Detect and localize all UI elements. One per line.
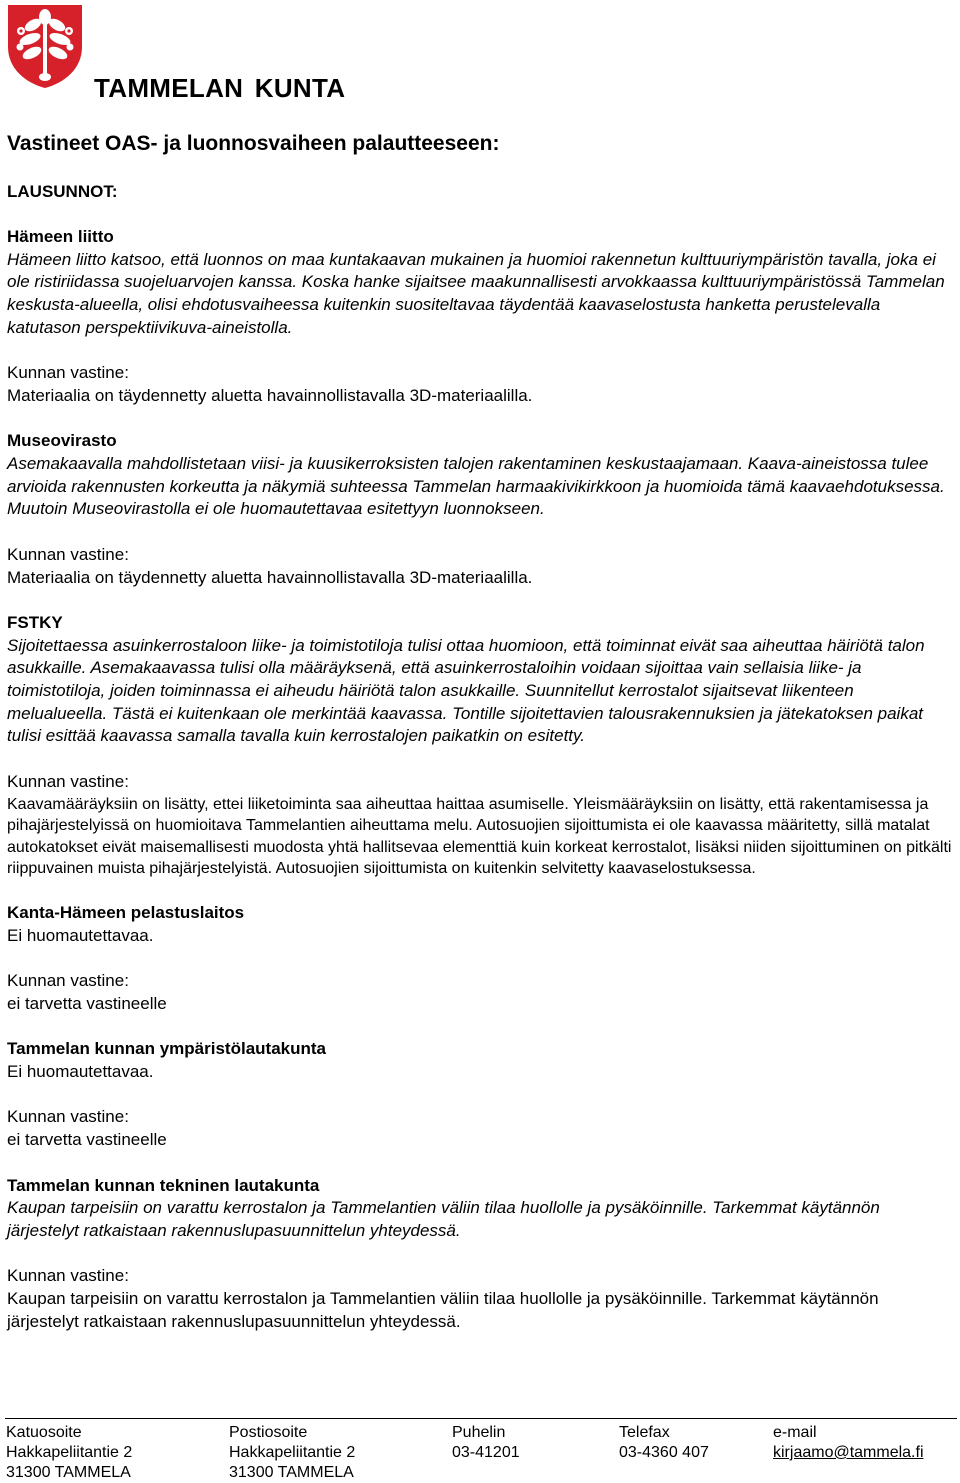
response-label: Kunnan vastine: <box>7 1107 129 1127</box>
response-label: Kunnan vastine: <box>7 971 129 991</box>
footer-value: 31300 TAMMELA <box>229 1464 354 1481</box>
footer-value: Hakkapeliitantie 2 <box>6 1444 133 1461</box>
organization-name: Kanta-Hämeen pelastuslaitos <box>7 903 245 923</box>
response-label: Kunnan vastine: <box>7 771 129 791</box>
statement-text: Kaupan tarpeisiin on varattu kerrostalon ja Tammelantien väliin tilaa huollolle ja pysäköinnille. Tarkemmat käytännön järjestelyt ratkaistaan rakennuslupasuunnittelun yhteydessä. <box>7 1198 880 1240</box>
statement-text: Ei huomautettavaa. <box>7 925 154 945</box>
section-heading: LAUSUNNOT: <box>7 182 118 201</box>
response-text: Kaupan tarpeisiin on varattu kerrostalon ja Tammelantien väliin tilaa huollolle ja pysäköinnille. Tarkemmat käytännön järjestelyt ratkaistaan rakennuslupasuunnittelun yhteydessä. <box>7 1289 879 1331</box>
statement-item <box>7 430 955 589</box>
statement-text: Asemakaavalla mahdollistetaan viisi- ja kuusikerroksisten talojen rakentaminen keskustaajamaan. Kaava-aineistossa tulee arvioida rakennusten korkeutta ja näkymiä suhteessa Tammelan harmaakivikirkkoon ja huomioida tämä kaavaehdotuksessa. Muutoin Museovirastolla ei ole huomautettavaa esitettyyn luonnokseen. <box>7 454 945 519</box>
response-text: Materiaalia on täydennetty aluetta havainnollistavalla 3D-materiaalilla. <box>7 385 533 405</box>
footer-value: Hakkapeliitantie 2 <box>229 1444 356 1461</box>
footer-value: 03-4360 407 <box>619 1444 709 1461</box>
footer-value: 03-41201 <box>452 1444 520 1461</box>
organization-name: Tammelan kunnan ympäristölautakunta <box>7 1039 326 1059</box>
response-text: Kaavamääräyksiin on lisätty, ettei liiketoiminta saa aiheuttaa haittaa asumiselle. Yleismääräyksiin on lisätty, että rakentamisessa ja pihajärjestelyissä on huomioitava Tammelantien aiheuttama melu. Autosuojien sijoittumista ei ole kaavassa määritetty, sillä matalat autokatokset eivät maisemallisesti muodosta yhtä hallitsevaa elementtiä kuin korkeat kerrostalot, lisäksi niiden sijoittuminen on pitkälti riippuvainen muista pihajärjestelyistä. Autosuojien sijoittumista on kuitenkin selvitetty kaavaselostuksessa. <box>7 795 952 877</box>
footer-label: Puhelin <box>452 1424 506 1441</box>
footer-email <box>773 1423 924 1463</box>
footer-phone <box>452 1423 520 1463</box>
response-text: Materiaalia on täydennetty aluetta havainnollistavalla 3D-materiaalilla. <box>7 567 533 587</box>
statement-item <box>7 902 955 1016</box>
response-label: Kunnan vastine: <box>7 363 129 383</box>
statement-item <box>7 1038 955 1152</box>
statement-text: Hämeen liitto katsoo, että luonnos on maa kuntakaavan mukainen ja huomioi rakennetun kulttuuriympäristön tavalla, joka ei ole ristiriidassa suojeluarvojen kanssa. Koska hanke sijaitsee maakunnallisesti arvokkaassa kulttuuriympäristössä Tammelan keskusta-alueella, olisi ehdotusvaiheessa kuitenkin suositeltavaa täydentää kaavaselostusta hanketta perustelevalla katutason perspektiivikuva-aineistolla. <box>7 249 945 337</box>
footer-value: 31300 TAMMELA <box>6 1464 131 1481</box>
response-label: Kunnan vastine: <box>7 1266 129 1286</box>
statement-item <box>7 612 955 880</box>
statement-text: Ei huomautettavaa. <box>7 1062 154 1082</box>
footer-label: Telefax <box>619 1424 670 1441</box>
organization-name: Museovirasto <box>7 431 117 451</box>
document-title: Vastineet OAS- ja luonnosvaiheen palautteeseen: <box>7 132 500 155</box>
organization-name: Tammelan kunnan tekninen lautakunta <box>7 1175 320 1195</box>
footer-label: Katuosoite <box>6 1424 82 1441</box>
footer-label: Postiosoite <box>229 1424 308 1441</box>
email-link[interactable]: kirjaamo@tammela.fi <box>773 1444 924 1461</box>
statement-text: Sijoitettaessa asuinkerrostaloon liike- ja toimistotiloja tulisi ottaa huomioon, että toiminnat eivät saa aiheuttaa häiriötä talon asukkaille. Asemakaavassa tulisi olla määräyksenä, että asuinkerrostaloihin voidaan sijoittaa vain sellaisia liike- ja toimistotiloja, joiden toiminnassa ei aiheudu häiriötä talon asukkaille. Suunnitellut kerrostalot sijaitsevat liikenteen melualueella. Tästä ei kuitenkaan ole merkintää kaavassa. Tontille sijoitettavien talousrakennuksien ja jätekatoksen paikat tulisi esittää kaavassa samalla tavalla kuin kerrostalojen paikatkin on esitetty. <box>7 635 925 746</box>
organization-name: FSTKY <box>7 612 63 632</box>
footer-visiting-address <box>6 1423 132 1483</box>
response-text: ei tarvetta vastineelle <box>7 1130 167 1150</box>
statements-list <box>7 226 955 1356</box>
statement-item <box>7 1175 955 1334</box>
organization-name: Hämeen liitto <box>7 227 114 246</box>
municipality-name: TAMMELAN KUNTA <box>94 73 346 103</box>
footer-fax <box>619 1423 709 1463</box>
coat-of-arms-logo <box>6 3 84 89</box>
response-label: Kunnan vastine: <box>7 544 129 564</box>
page-footer <box>5 1418 957 1481</box>
footer-label: e-mail <box>773 1424 817 1441</box>
footer-postal-address <box>229 1423 355 1483</box>
statement-item <box>7 226 955 408</box>
response-text: ei tarvetta vastineelle <box>7 993 167 1013</box>
